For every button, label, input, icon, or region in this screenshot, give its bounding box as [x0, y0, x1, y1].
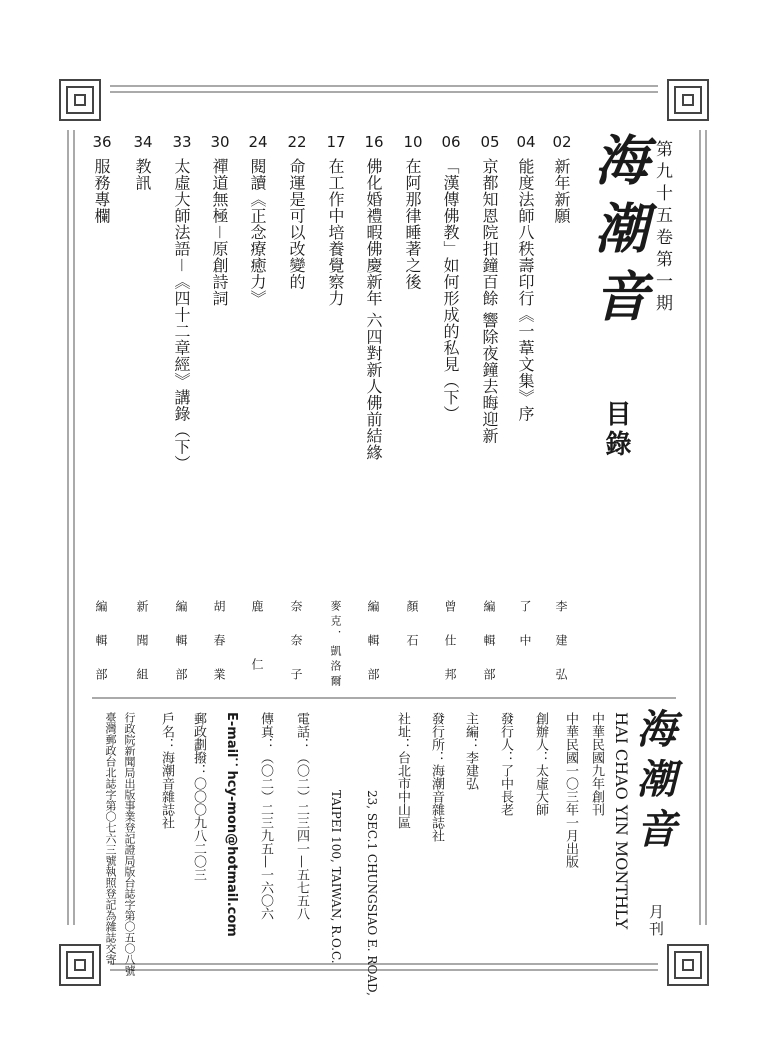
toc-author: 曾仕邦 [443, 600, 457, 702]
phone-line: 電話：（〇二）二三四一—五七五八 [294, 712, 309, 920]
agency-line: 發行所：海潮音雜誌社 [429, 712, 444, 842]
editor-line: 主編：李建弘 [463, 712, 478, 790]
toc-page-number: 17 [326, 133, 346, 151]
toc-title[interactable]: 新年新願 [552, 158, 571, 224]
toc-author: 了中 [518, 600, 532, 668]
issue-number: 第九十五卷第一期 [652, 140, 672, 316]
toc-page-number: 02 [552, 133, 572, 151]
toc-title[interactable]: 太虛大師法語－《四十二章經》講錄（下） [172, 158, 191, 472]
toc-title[interactable]: 「漢傳佛教」如何形成的私見（下） [441, 158, 460, 422]
toc-page-number: 10 [403, 133, 423, 151]
toc-page-number: 30 [210, 133, 230, 151]
email-label: E-mail： [224, 712, 239, 771]
fax-line: 傳真：（〇二）二三九五—一六〇六 [258, 712, 273, 920]
published-line: 中華民國一〇三年一月出版 [563, 712, 578, 868]
toc-title[interactable]: 教訊 [133, 158, 152, 191]
toc-author: 編輯部 [174, 600, 188, 702]
account-line: 戶名：海潮音雜誌社 [159, 712, 174, 829]
contents-heading: 目錄 [601, 400, 631, 460]
founder-line: 創辦人：太虛大師 [533, 712, 548, 816]
toc-author: 麥克．凱洛爾 [329, 600, 342, 690]
toc-page-number: 34 [133, 133, 153, 151]
postal-line: 郵政劃撥：〇〇〇九八二〇三 [191, 712, 206, 881]
toc-page-number: 33 [172, 133, 192, 151]
toc-author: 編輯部 [94, 600, 108, 702]
toc-title[interactable]: 佛化婚禮暇佛慶新年 六四對新人佛前結緣 [364, 158, 383, 461]
english-title: HAI CHAO YIN MONTHLY [612, 712, 631, 930]
toc-page-number: 16 [364, 133, 384, 151]
toc-author: 李建弘 [554, 600, 568, 702]
toc-page-number: 24 [248, 133, 268, 151]
toc-author: 胡春業 [212, 600, 226, 702]
address-cn: 社址：台北市中山區 [395, 712, 410, 829]
toc-title[interactable]: 京都知恩院扣鐘百餘 響除夜鐘去晦迎新 [480, 158, 499, 445]
publisher-line: 發行人：了中長老 [498, 712, 513, 816]
magazine-logo: 海潮音 [586, 132, 650, 336]
founded-line: 中華民國九年創刊 [589, 712, 604, 816]
toc-page-number: 36 [92, 133, 112, 151]
toc-title[interactable]: 在工作中培養覺察力 [326, 158, 345, 307]
toc-page-number: 05 [480, 133, 500, 151]
masthead-logo: 海潮音 [630, 708, 677, 858]
toc-title[interactable]: 命運是可以改變的 [287, 158, 306, 290]
toc-title[interactable]: 禪道無極－原創詩詞 [210, 158, 229, 307]
monthly-label: 月刊 [647, 904, 665, 938]
toc-title[interactable]: 服務專欄 [92, 158, 111, 224]
registration-2: 臺灣郵政台北誌字第〇七六三號執照登記為雜誌交寄 [104, 712, 117, 965]
toc-page-number: 22 [287, 133, 307, 151]
email-row [223, 712, 239, 937]
toc-title[interactable]: 能度法師八秩壽印行《一葦文集》序 [516, 158, 535, 422]
toc-author: 奈奈子 [289, 600, 303, 702]
toc-author: 編輯部 [366, 600, 380, 702]
toc-title[interactable]: 閱讀《正念療癒力》 [248, 158, 267, 307]
address-en-1: 23, SEC.1 CHUNGSIAO E. ROAD, [365, 790, 379, 996]
toc-author: 新聞組 [135, 600, 149, 702]
address-en-2: TAIPEI 100, TAIWAN, R.O.C. [329, 790, 343, 964]
toc-author: 鹿仁 [250, 600, 264, 716]
toc-author: 編輯部 [482, 600, 496, 702]
toc-page-number: 06 [441, 133, 461, 151]
toc-page-number: 04 [516, 133, 536, 151]
registration-1: 行政院新聞局出版事業登記證局版台誌字第〇五〇八號 [123, 712, 136, 976]
toc-author: 顏石 [405, 600, 419, 668]
toc-title[interactable]: 在阿那律睡著之後 [403, 158, 422, 290]
email-link[interactable]: hcy-mon@hotmail.com [224, 770, 239, 937]
